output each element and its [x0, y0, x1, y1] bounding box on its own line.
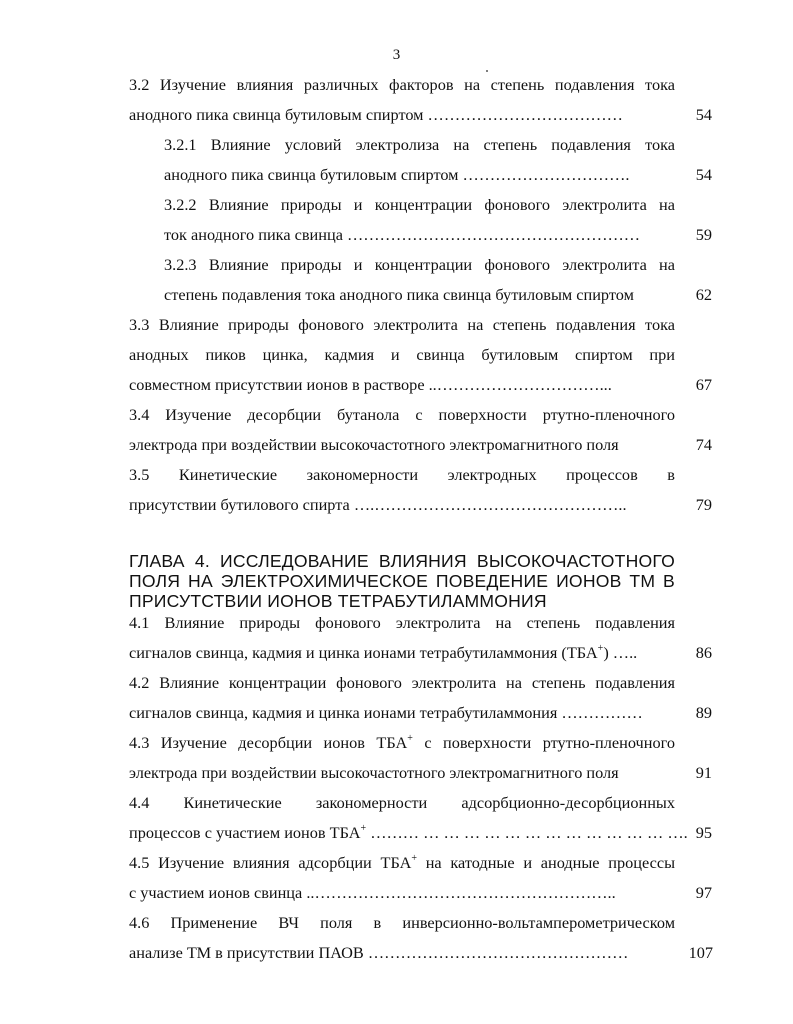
toc-entry-text-line: 4.2 Влияние концентрации фонового электролита на степень подавления [129, 673, 675, 692]
toc-entry-text-line: анодного пика свинца бутиловым спиртом ……………………………… [129, 105, 623, 124]
toc-page-number: 54 [695, 165, 712, 184]
toc-entry-text-line: электрода при воздействии высокочастотного электромагнитного поля [129, 435, 619, 454]
toc-entry-text-line: сигналов свинца, кадмия и цинка ионами тетрабутиламмония (ТБА+) ….. [129, 643, 638, 662]
toc-page-number: 89 [695, 703, 712, 722]
toc-entry-text-line: анализе ТМ в присутствии ПАОВ ………………………………………… [129, 943, 629, 962]
toc-entry-text-line: 3.2.1 Влияние условий электролиза на степень подавления тока [164, 135, 675, 154]
toc-entry-text-line: 4.5 Изучение влияния адсорбции ТБА+ на катодные и анодные процессы [129, 853, 676, 872]
toc-page-number: 59 [695, 225, 712, 244]
toc-entry-text-line: 3.5 Кинетические закономерности электродных процессов в [129, 465, 675, 484]
toc-entry-text-line: 4.6 Применение ВЧ поля в инверсионно-вольтамперометрическом [129, 913, 675, 932]
toc-entry-text-line: с участием ионов свинца ..……………………………………………….. [129, 883, 616, 902]
toc-page-number: 91 [695, 763, 712, 782]
toc-page-number: 107 [688, 943, 713, 962]
toc-entry-text-line: совместном присутствии ионов в растворе ..…………………………... [129, 375, 612, 394]
toc-entry-text-line: присутствии бутилового спирта ….……………………………………….. [129, 495, 627, 514]
page-number: 3 [392, 47, 401, 63]
toc-page-number: 62 [695, 285, 712, 304]
toc-page-number: 95 [695, 823, 712, 842]
toc-page-number: 97 [695, 883, 712, 902]
toc-page-number: 54 [695, 105, 712, 124]
toc-entry-text-line: анодных пиков цинка, кадмия и свинца бутиловым спиртом при [129, 345, 675, 364]
toc-entry-text-line: 3.4 Изучение десорбции бутанола с поверхности ртутно-пленочного [129, 405, 675, 424]
toc-entry-text-line: сигналов свинца, кадмия и цинка ионами тетрабутиламмония …………… [129, 703, 643, 722]
toc-entry-text-line: ток анодного пика свинца ……………………………………………… [164, 225, 641, 244]
toc-entry-text-line: 3.2.2 Влияние природы и концентрации фонового электролита на [164, 195, 675, 214]
toc-entry-text-line: 4.3 Изучение десорбции ионов ТБА+ с поверхности ртутно-пленочного [129, 733, 676, 752]
toc-entry-text-line: 3.2 Изучение влияния различных факторов на степень подавления тока [129, 75, 675, 94]
toc-page-number: 79 [695, 495, 712, 514]
toc-entry-text-line: 3.3 Влияние природы фонового электролита на степень подавления тока [129, 315, 675, 334]
toc-entry-text-line: 4.1 Влияние природы фонового электролита на степень подавления [129, 613, 675, 632]
chapter-heading-line: ПОЛЯ НА ЭЛЕКТРОХИМИЧЕСКОЕ ПОВЕДЕНИЕ ИОНОВ ТМ В [129, 571, 675, 591]
chapter-4-heading[interactable] [129, 551, 675, 611]
toc-entry-text-line: степень подавления тока анодного пика свинца бутиловым спиртом [164, 285, 634, 304]
chapter-heading-line: ПРИСУТСТВИИ ИОНОВ ТЕТРАБУТИЛАММОНИЯ [129, 591, 547, 611]
toc-page-number: 67 [695, 375, 712, 394]
chapter-heading-line: ГЛАВА 4. ИССЛЕДОВАНИЕ ВЛИЯНИЯ ВЫСОКОЧАСТОТНОГО [129, 551, 675, 571]
toc-page-number: 86 [695, 643, 712, 662]
toc-entry-text-line: процессов с участием ионов ТБА+ ……… … … … … … … … … … … … … …. [129, 823, 688, 842]
toc-entry-text-line: 4.4 Кинетические закономерности адсорбционно-десорбционных [129, 793, 675, 812]
toc-entry-text-line: 3.2.3 Влияние природы и концентрации фонового электролита на [164, 255, 675, 274]
toc-entry-text-line: анодного пика свинца бутиловым спиртом …………………………. [164, 165, 630, 184]
toc-page-number: 74 [695, 435, 712, 454]
toc-entry-text-line: электрода при воздействии высокочастотного электромагнитного поля [129, 763, 619, 782]
